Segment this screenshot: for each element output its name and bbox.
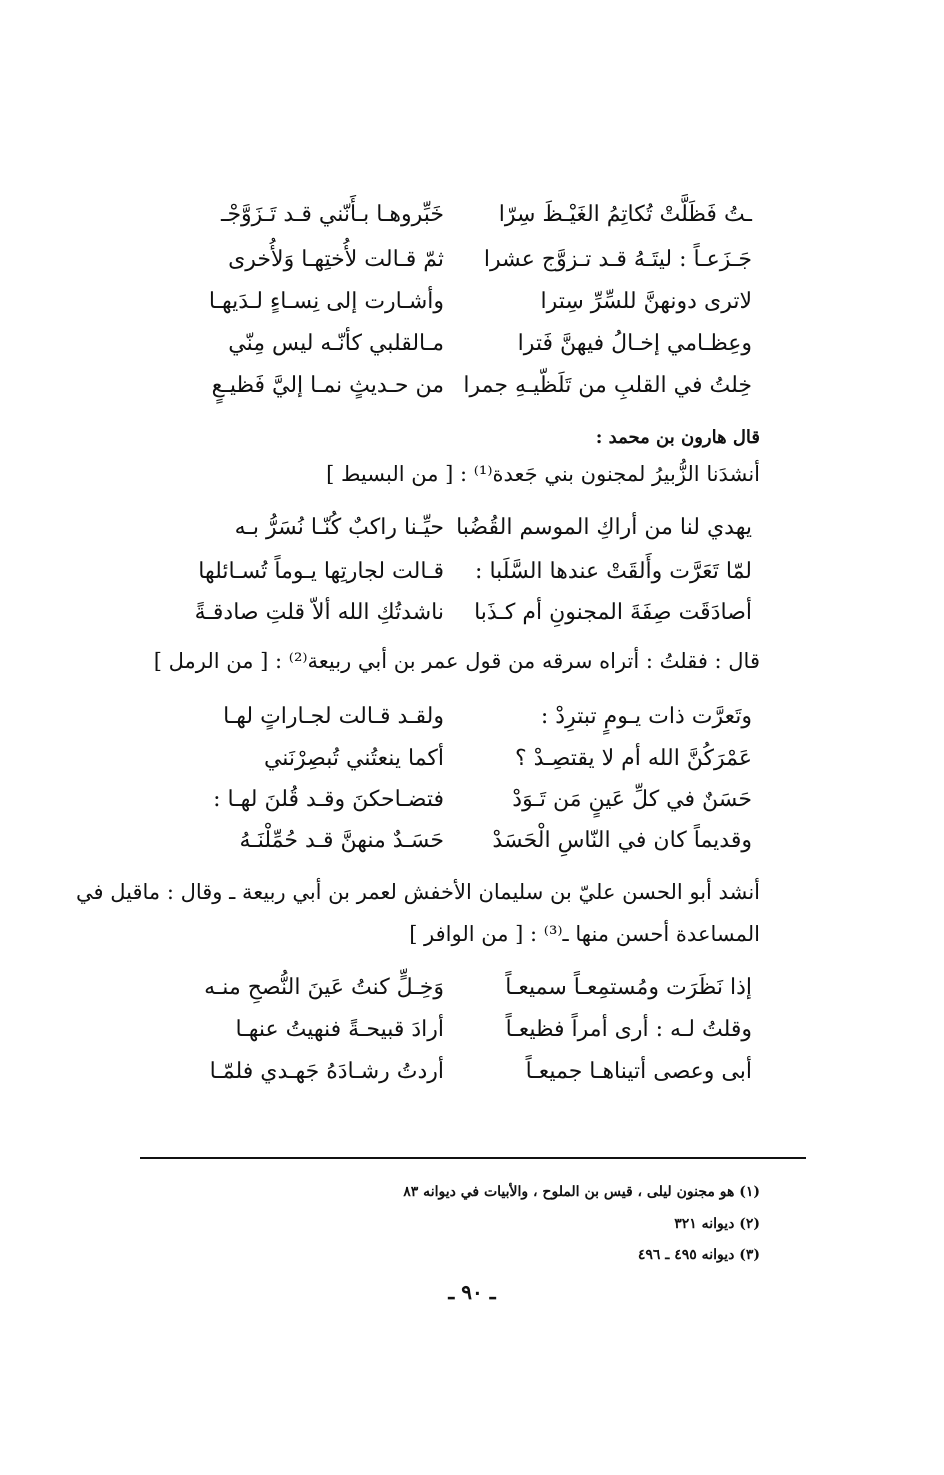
verse-first-hemistich: أرادَ قبيحـةً فنهيتُ عنهـا <box>235 1017 444 1042</box>
verse <box>0 778 944 822</box>
verse <box>0 364 944 408</box>
verse-second-hemistich: ـتُ فَظَلَّتْ تُكاتِمُ الغَيْـظَ سِرّا <box>498 202 752 227</box>
footnote: (٣) ديوانه ٤٩٥ ـ ٤٩٦ <box>637 1247 760 1263</box>
verse <box>0 737 944 781</box>
verse-second-hemistich: وقديماً كان في النّاسِ الْحَسَدْ <box>492 828 752 853</box>
verse <box>0 695 944 739</box>
verse-second-hemistich: وقلتُ لـه : أرى أمراً فظيعـاً <box>505 1017 752 1042</box>
footnote-divider <box>140 1157 806 1159</box>
page-number: ـ ٩٠ ـ <box>448 1280 496 1304</box>
verse-first-hemistich: أردتُ رشـادَهُ جَهـدي فلمّـا <box>209 1059 444 1084</box>
intro-line: أنشد أبو الحسن عليّ بن سليمان الأخفش لعمر بن أبي ربيعة ـ وقال : ماقيل في <box>76 880 760 904</box>
verse <box>0 819 944 863</box>
verse-second-hemistich: وتَعرَّت ذات يـومٍ تبترِدْ : <box>540 704 752 729</box>
verse-second-hemistich: لاترى دونهنَّ للسِّرِّ سِترا <box>540 289 752 314</box>
verse-first-hemistich: قـالت لجارتِها يـوماً تُسـائلها <box>198 559 444 584</box>
attribution-line: قال هارون بن محمد : <box>595 427 760 448</box>
verse-first-hemistich: من حـديثٍ نمـا إليَّ فَظيـعٍ <box>211 373 444 398</box>
verse-second-hemistich: أبى وعصى أتيناهـا جميعـاً <box>525 1059 752 1084</box>
intro-line: المساعدة أحسن منها ـ⁽³⁾ : [ من الوافر ] <box>409 922 760 946</box>
verse <box>0 238 944 282</box>
verse <box>0 280 944 324</box>
verse-second-hemistich: عَمْرَكُنَّ الله أم لا يقتصِـدْ ؟ <box>515 746 752 771</box>
verse-first-hemistich: ولقـد قـالت لجـاراتٍ لهـا <box>223 704 444 729</box>
verse-second-hemistich: يهدي لنا من أراكِ الموسم القُضُبا <box>456 515 752 540</box>
verse <box>0 193 944 237</box>
verse-second-hemistich: وعِظـامي إخـالُ فيهنَّ فَترا <box>517 331 752 356</box>
verse-second-hemistich: لمّا تَعَرَّت وأَلقَتْ عندها السَّلَبا : <box>475 559 752 584</box>
verse <box>0 966 944 1010</box>
footnote: (٢) ديوانه ٣٢١ <box>674 1216 760 1232</box>
verse-first-hemistich: أكما ينعتُني تُبصِرْنَني <box>263 746 444 771</box>
verse-first-hemistich: فتضـاحكنَ وقـد قُلنَ لهـا : <box>213 787 444 812</box>
verse <box>0 550 944 594</box>
intro-line: أنشدَنا الزُّبيرُ لمجنون بني جَعدة⁽¹⁾ : [ من البسيط ] <box>326 462 760 486</box>
verse <box>0 1050 944 1094</box>
verse-second-hemistich: حَسَنٌ في كلِّ عَينٍ مَن تَـوَدْ <box>512 787 752 812</box>
verse-first-hemistich: حَسَـدٌ منهنَّ قـد حُمِّلْنَـهُ <box>239 828 444 853</box>
verse-first-hemistich: ثمّ قـالت لأُختِهـا وَلأُخرى <box>228 247 444 272</box>
verse <box>0 591 944 635</box>
verse-second-hemistich: إذا نَظَرَت ومُستمِعـاً سميعـاً <box>505 975 752 1000</box>
verse <box>0 322 944 366</box>
verse-first-hemistich: وَخِـلٍّ كنتُ عَينَ النُّصحِ منـه <box>204 975 444 1000</box>
verse-first-hemistich: حيِّـنا راكبٌ كُنّـا نُسَرُّ بـه <box>234 515 444 540</box>
verse-first-hemistich: مـالقلبي كأنّـه ليس مِنّي <box>228 331 444 356</box>
intro-line: قال : فقلتُ : أتراه سرقه من قول عمر بن أبي ربيعة⁽²⁾ : [ من الرمل ] <box>153 649 760 673</box>
footnote: (١) هو مجنون ليلى ، قيس بن الملوح ، والأبيات في ديوانه ٨٣ <box>403 1184 760 1200</box>
verse-second-hemistich: أصادَقَت صِفَةَ المجنونِ أم كـذَبا <box>474 600 752 625</box>
verse <box>0 1008 944 1052</box>
verse-second-hemistich: خِلتُ في القلبِ من تَلَظّيـهِ جمرا <box>463 373 752 398</box>
verse <box>0 506 944 550</box>
verse-first-hemistich: خَبِّروهـا بـأَنّني قـد تَـزَوَّجْـ <box>221 202 444 227</box>
verse-second-hemistich: جَـزَعـاً : ليتَـهُ قـد تـزوَّج عشرا <box>483 247 752 272</box>
verse-first-hemistich: ناشدتُكِ الله ألاّ قلتِ صادقـةً <box>194 600 444 625</box>
verse-first-hemistich: وأشـارت إلى نِسـاءٍ لـدَيهـا <box>208 289 444 314</box>
